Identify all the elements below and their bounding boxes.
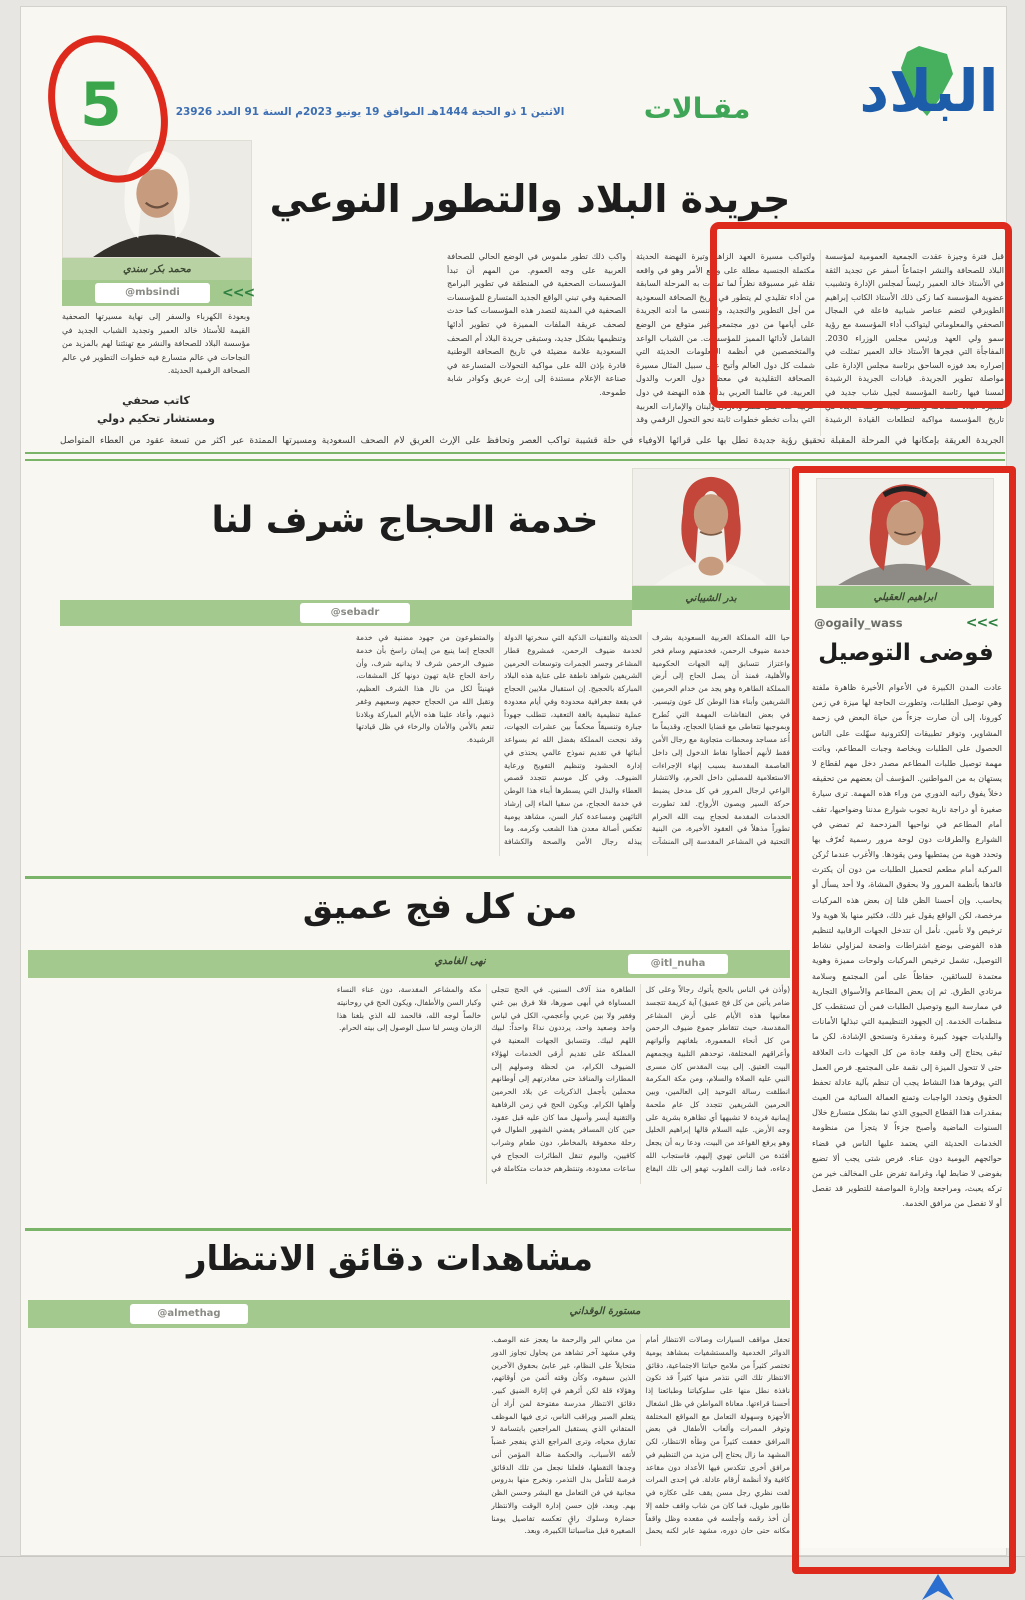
author-name-article3: نهى الغامدي	[434, 956, 486, 967]
brand-name: البلاد	[859, 57, 999, 125]
byline-strip-article4	[28, 1300, 790, 1328]
author-photo-article2	[632, 468, 790, 586]
annotation-circle-page-number	[28, 30, 188, 188]
author-role-line2: ومستشار تحكيم دولي	[97, 412, 215, 425]
annotation-rect-opinion-column	[792, 466, 1016, 1574]
article1-footer-line: الجريدة العريقة بإمكانها في المرحلة المقبلة تحقيق رؤية جديدة تطل بها على قرائها الأوفياء في حلة قشيبة تواكب العصر وتحافظ على الإرث العريق لأم الصحف السعودية ومسيرتها الممتدة عبر أكثر من تسعة عقود من العطاء المتواصل	[60, 436, 1004, 446]
author-handle-article4: @almethag	[130, 1304, 248, 1324]
author-name-column: ابراهيم العقيلي	[873, 591, 937, 603]
author-handle-strip-article1	[62, 280, 255, 306]
author-name-band-article1	[62, 258, 252, 280]
author-name-article4: مستورة الوقداني	[569, 1306, 641, 1317]
headline-article1: جريدة البلاد والتطور النوعي	[269, 177, 791, 221]
body-article4: تحفل مواقف السيارات وصالات الانتظار أمام الدوائر الخدمية والمستشفيات بمشاهد يومية تختصر كثيراً من ملامح حياتنا الاجتماعية، دقائق الانتظار تلك التي نتذمر منها كثيراً قد تكون نافذة نطل منها على سلوكياتنا وطبائعنا إذا أحسنا قراءتها. معاناة المواطن في ظل انشغال الأجهزة وسهولة التعامل مع المواقع المختلفة وتوفر الممرات وألعاب الأطفال في بعض المرافق خففت كثيراً من وطأة الانتظار، لكن المشهد ما زال يحتاج إلى مزيد من التنظيم في مرافق أخرى تتكدس فيها الأعداد دون مقاعد كافية ولا أنظمة أرقام عادلة. في إحدى المرات لفت نظري رجل مسن يقف على عكازه في طابور طويل، فما كان من شاب واقف خلفه إلا أن أخذ رقمه وأجلسه في مقعده وظل واقفاً مكانه حتى حان دوره، مشهد عابر لكنه يحمل من معاني البر والرحمة ما يعجز عنه الوصف. وفي مشهد آخر تشاهد من يحاول تجاوز الدور متحايلاً على النظام، غير عابئ بحقوق الآخرين الذين سبقوه، وكأن وقته أثمن من أوقاتهم، وهؤلاء قلة لكن أثرهم في إثارة الضيق كبير. دقائق الانتظار مدرسة مفتوحة لمن أراد أن يتعلم الصبر ويراقب الناس، ترى فيها الموظف المتفاني الذي يستقبل المراجعين بابتسامة لا تفارق محياه، وترى المراجع الذي ينفجر غضباً لأتفه الأسباب، والحكمة ضالة المؤمن أنى وجدها التقطها، فلعلنا نجعل من تلك الدقائق فرصة للتأمل بدل التذمر، ونخرج منها بدروس مجانية في فن التعامل مع البشر وحسن الظن بهم. وبعد، فإن حسن إدارة الوقت والانتظار حضارة وسلوك راقٍ تعكسه تفاصيل يومنا الصغيرة قبل مناسباتنا الكبيرة، وبعد.	[491, 1335, 790, 1536]
author-handle-article3: @itl_nuha	[628, 954, 728, 974]
body-article3: (وأذن في الناس بالحج يأتوك رجالاً وعلى كل ضامر يأتين من كل فج عميق) آية كريمة تتجسد معانيها هذه الأيام على أرض المشاعر المقدسة، حيث تتقاطر جموع ضيوف الرحمن من كل أنحاء المعمورة، بلغاتهم وألوانهم وأعراقهم المختلفة، توحدهم التلبية ويجمعهم البيت العتيق. إلى بيت المقدس كان مسرى النبي عليه الصلاة والسلام، ومن مكة المكرمة انطلقت رسالة التوحيد إلى العالمين، وبين الحرمين الشريفين تتجدد كل عام ملحمة إيمانية فريدة لا تشبهها أي تظاهرة بشرية على وجه الأرض. عليه السلام قالها إبراهيم الخليل وهو يرفع القواعد من البيت، ودعا ربه أن يجعل أفئدة من الناس تهوي إليهم، فاستجاب الله دعاءه، فما زالت القلوب تهفو إلى تلك البقاع الطاهرة منذ آلاف السنين. في الحج تتجلى المساواة في أبهى صورها، فلا فرق بين غني وفقير ولا بين عربي وأعجمي، الكل في لباس واحد وصعيد واحد، يرددون نداءً واحداً: لبيك اللهم لبيك. وتتسابق الجهات المعنية في المملكة على تقديم أرقى الخدمات لهؤلاء الضيوف الكرام، من لحظة وصولهم إلى المطارات والمنافذ حتى مغادرتهم إلى أوطانهم محملين بأجمل الذكريات عن بلاد الحرمين وأهلها الكرام. ويكون الحج في زمن الرفاهية والتقنية أيسر وأسهل مما كان عليه قبل عقود، حين كان المسافر يقضي الشهور الطوال في رحلة محفوفة بالمخاطر، دون طعام وشراب كافيين، واليوم تنقل الطائرات الحجاج في ساعات معدودة، وتنتظرهم خدمات متكاملة في مكة والمشاعر المقدسة، دون عناء النساء وكبار السن والأطفال، ويكون الحج في روحانيته خالصاً لوجه الله، فالحمد لله الذي بلغنا هذا الزمان ويسر لنا سبل الوصول إلى بيته الحرام.	[336, 985, 790, 1173]
page-number: 5	[80, 70, 122, 140]
section-label: مقـالات	[643, 92, 751, 125]
paper-plane-icon	[920, 1574, 956, 1600]
author-handle-strip-article2	[60, 600, 632, 626]
headline-article2: خدمة الحجاج شرف لنا	[211, 500, 599, 541]
chevrons-icon-column: <<<	[965, 615, 998, 631]
dateline: الاثنين 1 ذو الحجة 1444هـ الموافق 19 يونيو 2023م السنة 91 العدد 23926	[175, 106, 565, 118]
author-name-article1: محمد بكر سندي	[122, 263, 192, 275]
body-article1-main: قبل فترة وجيزة عقدت الجمعية العمومية لمؤسسة البلاد للصحافة والنشر اجتماعاً أسفر عن تجديد الثقة في الأستاذ خالد العمير رئيساً لمجلس الإدارة وتشبيب عضوية المؤسسة كما زكى ذلك الأستاذ الكاتب إبراهيم الطويرقي لتضم عناصر شبابية فاعلة في المجال الصحفي والمعلوماتي ليتواكب أداء المؤسسة مع رؤية سمو ولي العهد ورئيس مجلس الوزراء 2030. المفاجأة التي فجرها الأستاذ خالد العمير تمثلت في إصراره بعد فوزه الساحق برئاسة مجلس الإدارة على مواصلة تطوير الجريدة. قيادات الجريدة الرشيدة لمسنا فيها رئاسة المؤسسة لجيل شاب جديد في مسيرة البلاد للصحافة والنشر ليبدأ مرحلة جديدة في تاريخ المؤسسة مواكبة لتطلعات القيادة الرشيدة ولتواكب مسيرة العهد الزاهر وتيرة النهضة الحديثة مكتملة الجنسية مطلة على واقع الأمر وهو في واقعه نقلة غير مسبوقة نظراً لما تميزت به المرحلة السابقة من أداء تقليدي لم يتطور في تاريخ الصحافة السعودية من أجل التطوير والتجديد، ولا ننسى ما أدته الجريدة على أيامها من دور مجتمعي غير متوقع من الوضع الشامل لأدائها المميز للمؤسسات. من الشباب الواعد والمتخصصين في أنظمة المعلومات الحديثة التي شملت كل دول العالم وأتيح على سبيل المثال مسيرة الصحافة التقليدية في معظم دول العرب والدول العربية. في عالمنا العربي بدأت هذه النهضة في دول عربية عدة مثل مصر والأردن ولبنان والإمارات العربية التي بدأت تخطو خطوات ثابتة نحو التحول الرقمي وقد واكب ذلك تطور ملموس في الوضع الحالي للصحافة العربية على وجه العموم. من المهم أن تبدأ المؤسسات الصحفية في المنطقة في تطوير البرامج الصحفية وفي تبني الواقع الجديد المتسارع للمؤسسات الصحفية في المدينة لتصدر هذه المؤسسات كما حدث لصحف عريقة الملفات المميزة في تطوير أدائها وتنظيمها بشكل جديد، وستبقى جريدة البلاد أم الصحف السعودية علامة مضيئة في تاريخ الصحافة الوطنية قادرة بإذن الله على مواكبة التحولات المتسارعة في صناعة الإعلام مستندة إلى إرث عريق وكوادر شابة طموحة.	[447, 252, 1004, 425]
body-article1-left: وبعودة الكهرباء والسفر إلى نهاية مسيرتها الصحفية القيمة للأستاذ خالد العمير وتجديد الشباب الجديد في مؤسسة البلاد للصحافة والنشر مع تهنئتنا لهم بالمزيد من النجاحات في عالم متسارع فيه خطوات التطوير في عالم الصحافة الرقمية الحديثة.	[62, 312, 250, 376]
column-title: فوضى التوصيل	[818, 640, 994, 666]
annotation-rect-lead-paragraph	[710, 222, 1012, 408]
headline-article4: مشاهدات دقائق الانتظار	[186, 1239, 594, 1279]
author-handle-column: @ogaily_wass	[814, 616, 903, 630]
chevrons-icon-article1: <<<	[222, 285, 255, 301]
body-article2: حبا الله المملكة العربية السعودية بشرف خدمة ضيوف الرحمن، فخدمتهم وسام فخر واعتزاز تتسابق إليه الجهات الحكومية والأهلية، فمنذ أن يصل الحاج إلى أرض المملكة الطاهرة وهو يجد من خدام الحرمين الشريفين وأبناء هذا الوطن كل عون وتيسير. في بعض النقاشات المهمة التي تُطرح وبموجبها نتعاطى مع قضايا الحجاج، وقديماً ما أُعد مساجد ومحطات متجاوبة مع رجال الأمن فقط لأنهم أخطأوا نقاط الدخول إلى داخل العاصمة المقدسة بسبب إنهاء الإجراءات الاستعلامية للمصلين داخل الحرم، والانتشار الواعي لرجال المرور في كل مدخل يضبط حركة السير ويصون الأرواح. لقد تطورت الخدمات المقدمة لحجاج بيت الله الحرام تطوراً مذهلاً في العقود الأخيرة، من البنية التحتية في المشاعر المقدسة إلى المنشآت الحديثة والتقنيات الذكية التي سخرتها الدولة لخدمة ضيوف الرحمن، فمشروع قطار المشاعر وجسر الجمرات وتوسعات الحرمين الشريفين شواهد ناطقة على عناية هذه البلاد المباركة بالحجيج. إن استقبال ملايين الحجاج في بقعة جغرافية محدودة وفي أيام معدودة عملية تنظيمية بالغة التعقيد، تتطلب جهوداً جبارة وتنسيقاً محكماً بين عشرات الجهات، وقد نجحت المملكة بفضل الله ثم بسواعد أبنائها في تقديم نموذج عالمي يحتذى في إدارة الحشود وتنظيم التفويج ورعاية الضيوف. وفي كل موسم تتجدد قصص العطاء والبذل التي يسطرها أبناء هذا الوطن في خدمة الحجاج، من سقيا الماء إلى إرشاد التائهين ومساعدة كبار السن، مشاهد يومية تعكس أصالة معدن هذا الشعب وكرمه. وما يبذله رجال الأمن والصحة والكشافة والمتطوعون من جهود مضنية في خدمة الحجاج إنما ينبع من إيمان راسخ بأن خدمة ضيوف الرحمن شرف لا يدانيه شرف، وأن راحة الحاج غاية تهون دونها كل المشقات، فهنيئاً لكل من نال هذا الشرف العظيم، وتقبل الله من الحجاج حجهم وسعيهم وغفر ذنبهم، وأعاد علينا هذه الأيام المباركة وبلادنا تنعم بالأمن والأمان والرخاء في ظل قيادتها الرشيدة.	[356, 633, 790, 846]
body-column: عادت المدن الكبيرة في الأعوام الأخيرة ظاهرة ملفتة وهي توصيل الطلبات، وتطورت الحاجة لها ميزة في زمن كورونا، إلى أن صارت جزءاً من حياة البعض في زحمة المشاوير، وتوفر تطبيقات إلكترونية سهّلت على الناس الحصول على الطلبات وبخاصة وجبات المطاعم، وباتت مهمة توصيل طلبات المطاعم مصدر دخل مهم لقطاع لا يستهان به من المواطنين. المؤسف أن بعضهم من تحقيقه دخلاً يفوق راتبه الدوري من وراء هذه المهمة. ترى سيارة صغيرة أو دراجة نارية تجوب شوارع مدننا وضواحيها، تقف أمام المطاعم في نواحيها المزدحمة ثم تمضي في الشوارع والطرقات دون لوحة مرور رسمية تُعرّف بها وتحدد هوية من يمتطيها ومن يقودها. والأغرب عندما تُركن المركبة أمام مطعم لتحميل الطلبات من دون أن يكترث قائدها بأنظمة المرور ولا بحقوق المشاة، ولا أحد يسأل أو يحاسب. وإن أحسنا الظن قلنا إن بعض هذه المركبات مرخصة، لكن الواقع يقول غير ذلك، فكثير منها بلا هوية ولا ترخيص ولا تأمين. نأمل أن تتدخل الجهات الرقابية لتنظيم هذه الفوضى بوضع اشتراطات واضحة لمزاولي نشاط التوصيل، تشمل ترخيص المركبات ولوحات مميزة وهوية معتمدة للسائقين، حفاظاً على أمن المجتمع وسلامة مرتادي الطرق. ثم إن بعض المطاعم والأسواق التجارية في ممارسة البيع وتوصيل الطلبات فمن أن تستقطب كل منظمات الخدمة. إن الجهود التنظيمية التي تبذلها الأمانات والبلديات جهود كبيرة ومقدرة وتستحق الإشادة، لكن ما تبقى يحتاج إلى وقفة جادة من كل الجهات ذات العلاقة حتى لا تتحول الميزة إلى نقمة على المجتمع. فرص العمل التي يوفرها هذا النشاط يجب أن تنظم بآلية عادلة تحفظ الحقوق وتحدد الواجبات وتمنع العمالة السائبة من العبث بمقدرات هذا القطاع الحيوي الذي نما بشكل متسارع خلال السنوات الماضية وأصبح جزءاً لا يتجزأ من منظومة الخدمات الحديثة التي يعتمد عليها الناس في قضاء حوائجهم اليومية دون عناء. فرص شتى يجب ألا تضيع بفوضى لا ضابط لها، وغرامة تفرض على المخالف خير من تركه يعبث، ومراجعة وإدارة المواصفة للتطوير قد تفصل أو لا تفصل من مرافق الخدمة.	[812, 683, 1002, 1209]
author-role-line1: كاتب صحفي	[122, 394, 190, 407]
headline-article3: من كل فج عميق	[302, 887, 578, 927]
section-divider-3	[25, 1228, 791, 1231]
man-red-shemagh-illustration	[633, 469, 789, 585]
byline-strip-article3	[28, 950, 790, 978]
section-divider-2	[25, 876, 791, 879]
section-divider-1	[25, 452, 1005, 461]
author-handle-article1: @mbsindi	[95, 283, 210, 303]
author-handle-article2: @sebadr	[300, 603, 410, 623]
author-name-article2: بدر الشيباني	[685, 592, 737, 604]
author-name-band-article2	[632, 586, 790, 610]
brand-logo	[845, 48, 1013, 143]
